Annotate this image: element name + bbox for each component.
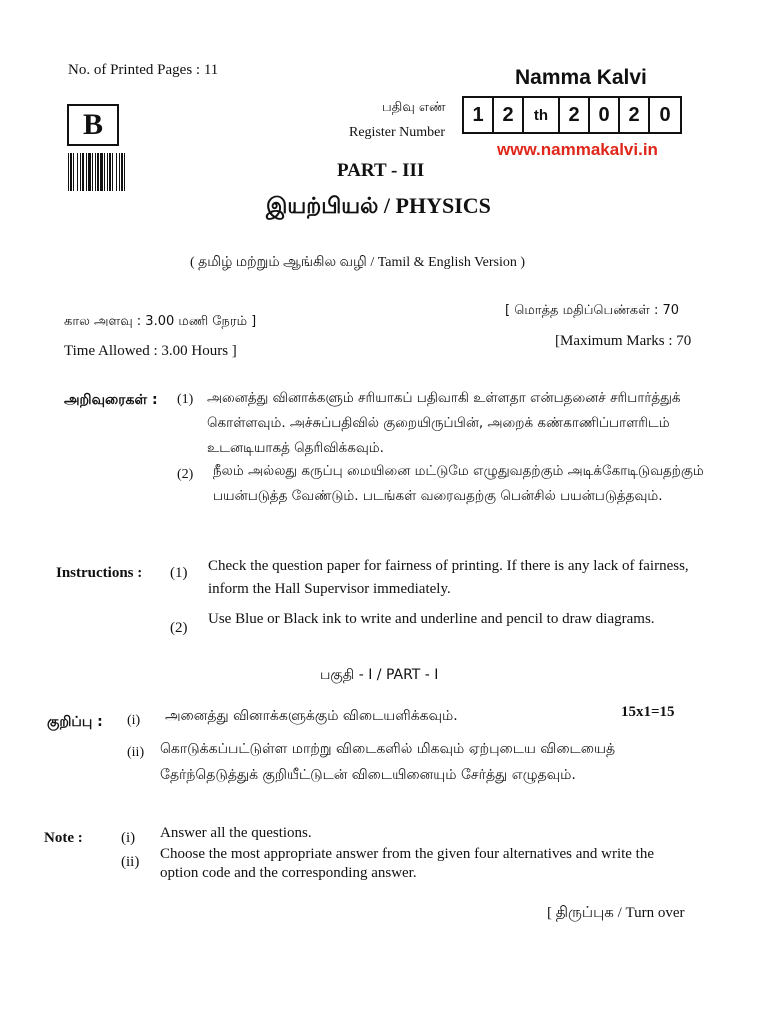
instruction-number: (2)	[177, 467, 194, 482]
section-marks: 15x1=15	[621, 704, 675, 720]
register-digit: 2	[620, 98, 650, 132]
instructions-heading-en: Instructions :	[56, 565, 143, 581]
note-number: (ii)	[127, 745, 145, 760]
instruction-text-en: Use Blue or Black ink to write and underline and pencil to draw diagrams.	[208, 611, 655, 627]
section-title: பகுதி - I / PART - I	[320, 667, 439, 683]
note-text-en: Choose the most appropriate answer from the given four alternatives and write the option code and the corresponding answer.	[160, 846, 655, 881]
turn-over-label: [ திருப்புக / Turn over	[547, 905, 685, 921]
instruction-number: (1)	[170, 565, 188, 581]
note-number: (ii)	[121, 854, 140, 870]
note-number: (i)	[127, 713, 141, 728]
instruction-number: (1)	[177, 392, 194, 407]
register-number-label-en: Register Number	[349, 125, 446, 140]
barcode	[68, 153, 178, 191]
time-allowed-ta: கால அளவு : 3.00 மணி நேரம் ]	[64, 314, 257, 329]
register-digit: 1	[464, 98, 494, 132]
note-heading-en: Note :	[44, 830, 83, 846]
medium-version: ( தமிழ் மற்றும் ஆங்கில வழி / Tamil & English Version )	[190, 255, 526, 270]
note-text-en: Answer all the questions.	[160, 825, 312, 841]
note-text-ta: கொடுக்கப்பட்டுள்ள மாற்று விடைகளில் மிகவும் ஏற்புடைய விடையைத் தேர்ந்தெடுத்துக் குறியீட்டுடன் விடையினையும் சேர்த்து எழுதவும்.	[160, 741, 616, 783]
subject-title: இயற்பியல் / PHYSICS	[266, 193, 491, 218]
register-digit: 2	[560, 98, 590, 132]
maximum-marks-ta: [ மொத்த மதிப்பெண்கள் : 70	[505, 303, 679, 318]
register-number-label-ta: பதிவு எண்	[382, 100, 446, 115]
note-number: (i)	[121, 830, 136, 846]
maximum-marks-en: [Maximum Marks : 70	[555, 333, 692, 349]
part-title: PART - III	[337, 160, 425, 181]
watermark-url: www.nammakalvi.in	[497, 140, 658, 159]
instruction-text-ta: நீலம் அல்லது கருப்பு மையினை மட்டுமே எழுதுவதற்கும் அடிக்கோடிடுவதற்கும் பயன்படுத்த வேண்டும். படங்கள் வரைவதற்கு பென்சில் பயன்படுத்தவும்.	[213, 463, 704, 504]
note-text-ta: அனைத்து வினாக்களுக்கும் விடையளிக்கவும்.	[165, 708, 458, 724]
instructions-heading-ta: அறிவுரைகள் :	[64, 392, 158, 408]
instruction-number: (2)	[170, 620, 188, 636]
watermark-title: Namma Kalvi	[515, 66, 647, 89]
printed-pages-count: No. of Printed Pages : 11	[68, 62, 219, 78]
note-heading-ta: குறிப்பு :	[47, 714, 103, 730]
time-allowed-en: Time Allowed : 3.00 Hours ]	[64, 343, 237, 359]
register-digit: 0	[659, 103, 671, 126]
register-digit: 0	[590, 98, 620, 132]
series-code-box: B	[67, 104, 119, 146]
register-number-boxes	[462, 96, 682, 134]
instruction-text-ta: அனைத்து வினாக்களும் சரியாகப் பதிவாகி உள்ளதா என்பதனைச் சரிபார்த்துக் கொள்ளவும். அச்சுப்பதிவில் குறையிருப்பின், அறைக் கண்காணிப்பாளரிடம் உடனடியாகத் தெரிவிக்கவும்.	[207, 390, 681, 456]
register-digit: 2	[494, 98, 524, 132]
instruction-text-en: Check the question paper for fairness of printing. If there is any lack of fairness, inform the Hall Supervisor immediately.	[208, 558, 689, 597]
register-digit: th	[524, 98, 560, 132]
